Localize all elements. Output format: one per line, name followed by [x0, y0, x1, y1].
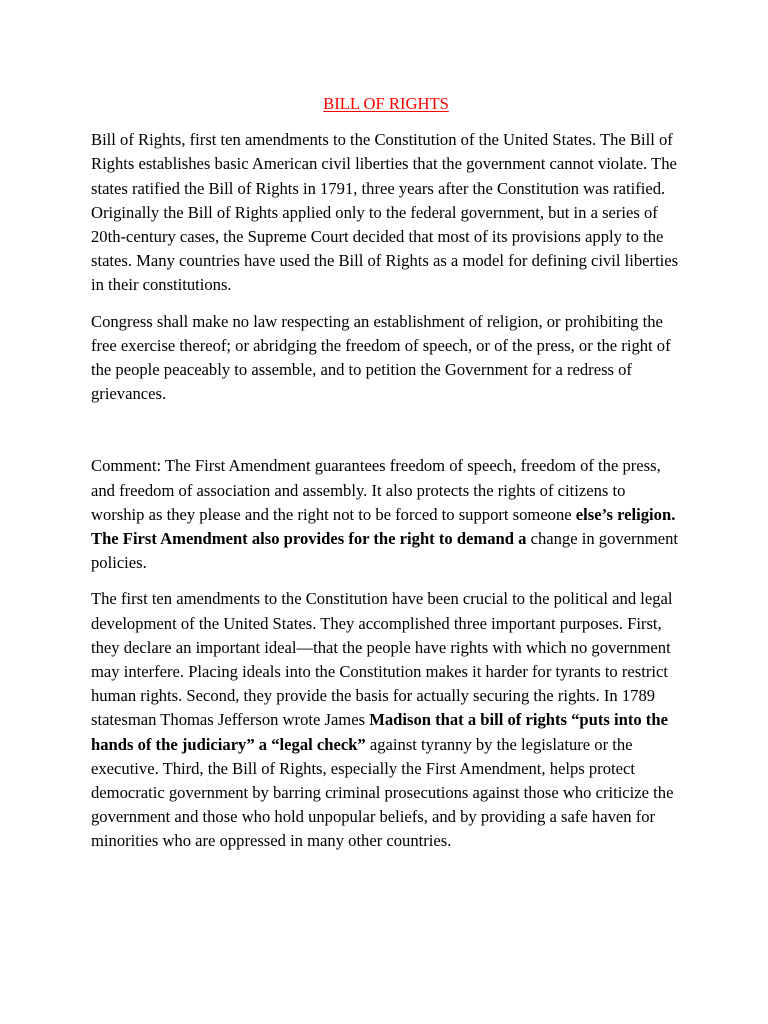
paragraph-significance: [91, 587, 681, 853]
comment-text-bold: else’s religion. The First Amendment also provides for the right to demand a: [91, 504, 676, 549]
comment-text-part-1: Comment: The First Amendment guarantees freedom of speech, freedom of the press, and freedom of association and assembly. It also protects the rights of citizens to worship as they please and the right not to be forced to support someone: [91, 456, 661, 524]
paragraph-spacer: [91, 418, 681, 454]
document-body: [91, 92, 681, 866]
comment-text-part-3: change in government policies.: [91, 529, 679, 573]
significance-text-part-1: The first ten amendments to the Constitution have been crucial to the political and legal development of the United States. They accomplished three important purposes. First, they declare an important ideal—that the people have rights with which no government may interfere. Placing ideals into the Constitution makes it harder for tyrants to restrict human rights. Second, they provide the basis for actually securing the rights. In 1789 statesman Thomas Jefferson wrote James: [91, 589, 673, 730]
significance-text-bold: Madison that a bill of rights “puts into the hands of the judiciary” a “legal check”: [91, 710, 668, 754]
significance-text-part-3: against tyranny by the legislature or the executive. Third, the Bill of Rights, especially the First Amendment, helps protect democratic government by barring criminal prosecutions against those who criticize the government and those who hold unpopular beliefs, and by providing a safe haven for minorities who are oppressed in many other countries.: [91, 734, 674, 851]
paragraph-first-amendment-text: Congress shall make no law respecting an establishment of religion, or prohibiting the free exercise thereof; or abridging the freedom of speech, or of the press, or the right of the people peaceably to assemble, and to petition the Government for a redress of grievances.: [91, 311, 671, 404]
document-title: BILL OF RIGHTS: [323, 94, 449, 113]
paragraph-comment: [91, 454, 681, 575]
paragraph-intro: Bill of Rights, first ten amendments to the Constitution of the United States. The Bill of Rights establishes basic American civil liberties that the government cannot violate. The states ratified the Bill of Rights in 1791, three years after the Constitution was ratified. Originally the Bill of Rights applied only to the federal government, but in a series of 20th-century cases, the Supreme Court decided that most of its provisions apply to the states. Many countries have used the Bill of Rights as a model for defining civil liberties in their constitutions.: [91, 130, 679, 295]
